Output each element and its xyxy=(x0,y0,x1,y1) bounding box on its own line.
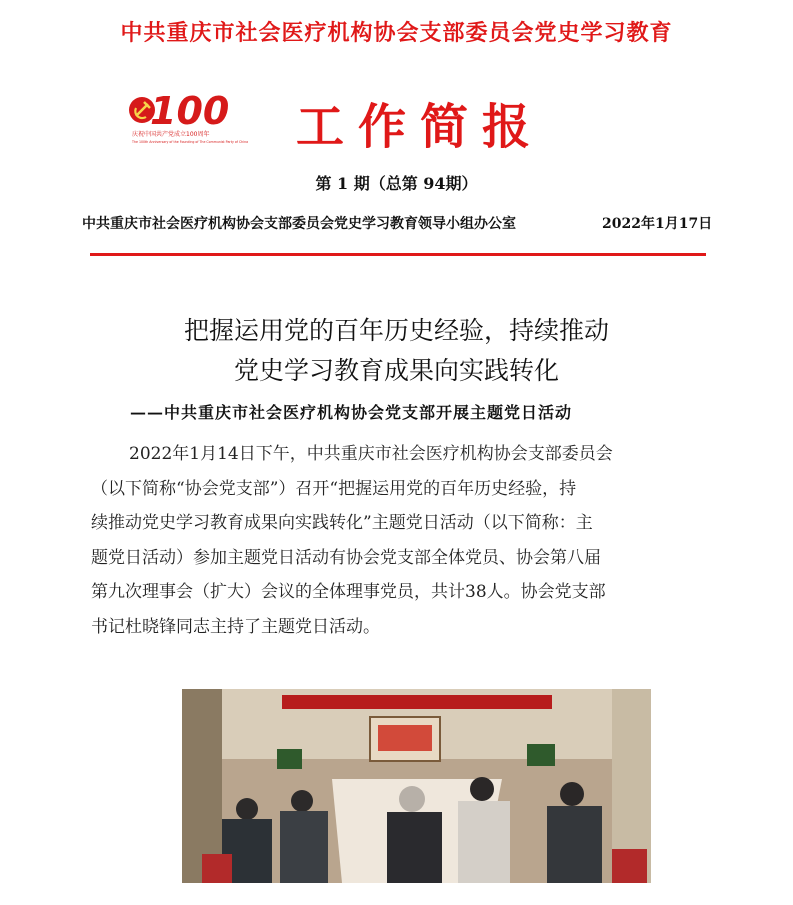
meeting-banner xyxy=(282,695,552,709)
body-line: 续推动党史学习教育成果向实践转化”主题党日活动（以下简称：主 xyxy=(91,513,593,533)
body-line: 第九次理事会（扩大）会议的全体理事党员，共计38人。协会党支部 xyxy=(91,582,606,602)
logo-caption-cn: 庆祝中国共产党成立100周年 xyxy=(132,131,210,138)
article-headline-line2: 党史学习教育成果向实践转化 xyxy=(233,356,559,385)
meeting-photo xyxy=(182,689,651,883)
document-banner-title: 中共重庆市社会医疗机构协会支部委员会党史学习教育 xyxy=(120,21,673,46)
article-body xyxy=(91,437,699,644)
centenary-logo xyxy=(128,88,249,152)
article-subheadline: ——中共重庆市社会医疗机构协会党支部开展主题党日活动 xyxy=(130,403,573,422)
body-line: 书记杜晓锋同志主持了主题党日活动。 xyxy=(91,616,380,637)
body-line: 题党日活动）参加主题党日活动有协会党支部全体党员、协会第八届 xyxy=(91,547,601,568)
centenary-number: 100 xyxy=(150,89,230,133)
masthead-title: 工作简报 xyxy=(295,99,544,155)
publisher-office: 中共重庆市社会医疗机构协会支部委员会党史学习教育领导小组办公室 xyxy=(82,216,516,232)
body-line: （以下简称“协会党支部”）召开“把握运用党的百年历史经验，持 xyxy=(91,478,577,499)
publish-date: 2022年1月17日 xyxy=(602,216,713,232)
body-line: 2022年1月14日下午，中共重庆市社会医疗机构协会支部委员会 xyxy=(129,444,613,464)
logo-caption-en: The 100th Anniversary of the Founding of The Communist Party of China xyxy=(132,140,249,144)
header-divider xyxy=(90,253,706,256)
article-headline-line1: 把握运用党的百年历史经验，持续推动 xyxy=(183,316,609,345)
issue-number: 第 1 期（总第 94期） xyxy=(315,174,478,193)
